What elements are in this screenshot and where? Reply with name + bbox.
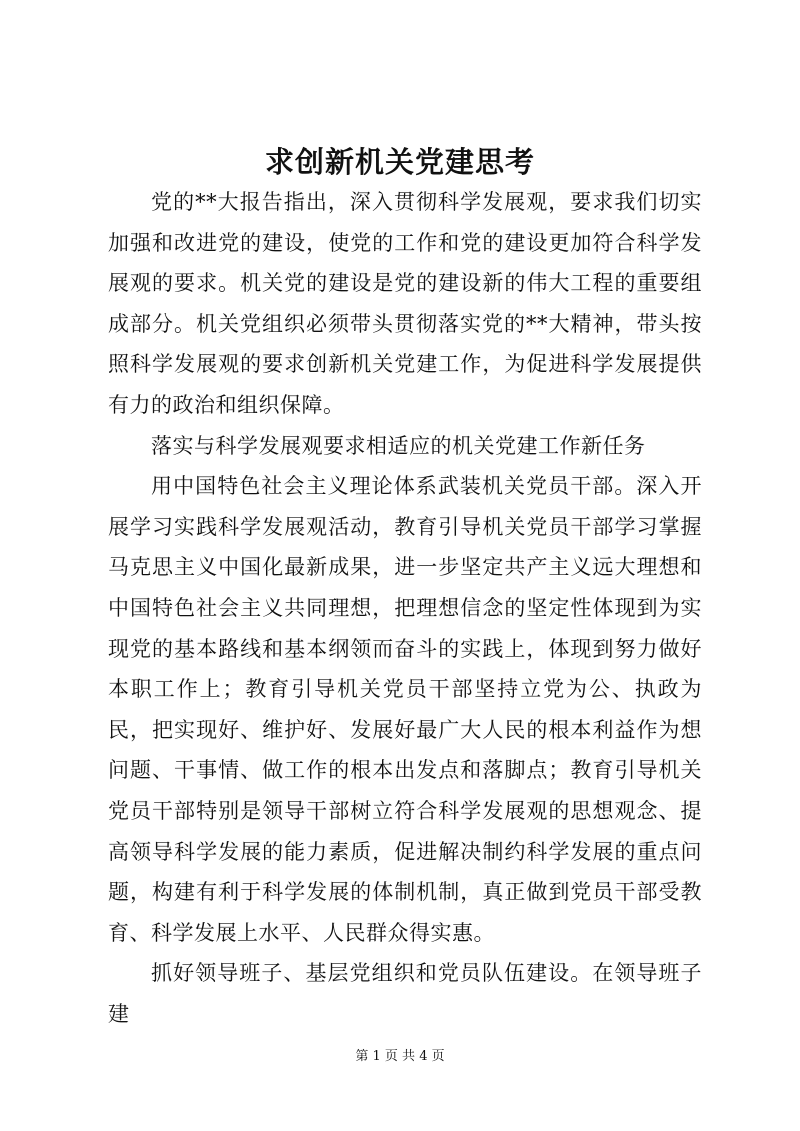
paragraph: 用中国特色社会主义理论体系武装机关党员干部。深入开展学习实践科学发展观活动，教育引导机关党员干部学习掌握马克思主义中国化最新成果，进一步坚定共产主义远大理想和中国特色社会主义共同理想，把理想信念的坚定性体现到为实现党的基本路线和基本纲领而奋斗的实践上，体现到努力做好本职工作上；教育引导机关党员干部坚持立党为公、执政为民，把实现好、维护好、发展好最广大人民的根本利益作为想问题、干事情、做工作的根本出发点和落脚点；教育引导机关党员干部特别是领导干部树立符合科学发展观的思想观念、提高领导科学发展的能力素质，促进解决制约科学发展的重点问题，构建有利于科学发展的体制机制，真正做到党员干部受教育、科学发展上水平、人民群众得实惠。 (108, 474, 702, 945)
paragraph: 抓好领导班子、基层党组织和党员队伍建设。在领导班子建 (108, 961, 702, 1026)
paragraph: 落实与科学发展观要求相适应的机关党建工作新任务 (151, 433, 646, 458)
document-body (108, 182, 702, 1034)
document-title: 求创新机关党建思考 (264, 145, 535, 179)
paragraph: 党的**大报告指出，深入贯彻科学发展观，要求我们切实加强和改进党的建设，使党的工作和党的建设更加符合科学发展观的要求。机关党的建设是党的建设新的伟大工程的重要组成部分。机关党组织必须带头贯彻落实党的**大精神，带头按照科学发展观的要求创新机关党建工作，为促进科学发展提供有力的政治和组织保障。 (108, 190, 702, 417)
page-number-footer: 第 1 页 共 4 页 (355, 1049, 445, 1064)
